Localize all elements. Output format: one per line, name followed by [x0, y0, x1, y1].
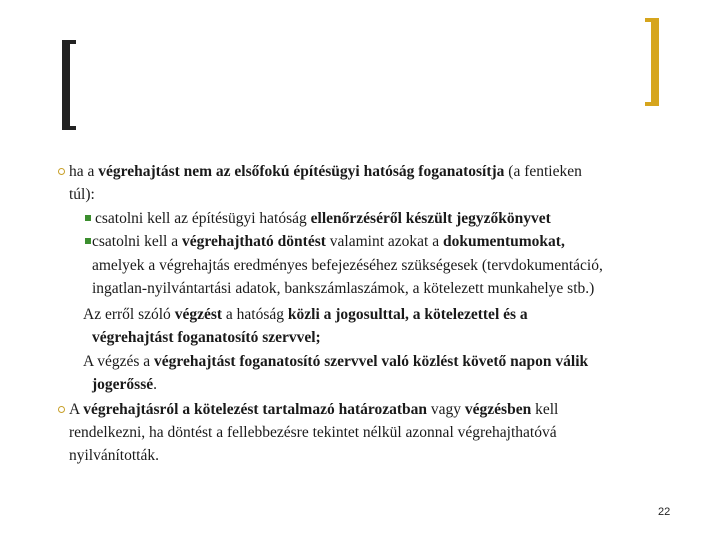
circle-bullet-icon [58, 406, 65, 413]
paragraph-4-line-3: nyilvánították. [69, 447, 159, 464]
right-bracket-stem [651, 18, 659, 106]
square-bullet-icon [85, 238, 91, 244]
paragraph-3-line-1: A végzés a végrehajtást foganatosító szervvel való közlést követő napon válik [83, 353, 589, 370]
left-bracket-top [62, 40, 76, 44]
left-bracket-stem [62, 40, 70, 130]
paragraph-4-line-1: A végrehajtásról a kötelezést tartalmazó határozatban vagy végzésben kell [69, 401, 559, 418]
circle-bullet-icon [58, 168, 65, 175]
paragraph-2-line-1: Az erről szóló végzést a hatóság közli a jogosulttal, a kötelezettel és a [83, 306, 528, 323]
sub-bullet-1: csatolni kell az építésügyi hatóság ellenőrzéséről készült jegyzőkönyvet [95, 210, 551, 227]
left-bracket-bottom [62, 126, 76, 130]
sub-bullet-2-line-2: amelyek a végrehajtás eredményes befejezéséhez szükségesek (tervdokumentáció, [92, 257, 603, 274]
right-bracket-bottom [645, 102, 659, 106]
page-number: 22 [658, 506, 671, 518]
right-bracket-top [645, 18, 659, 22]
paragraph-3-line-2: jogerőssé. [92, 376, 157, 393]
square-bullet-icon [85, 215, 91, 221]
paragraph-1-line-1: ha a végrehajtást nem az elsőfokú építésügyi hatóság foganatosítja (a fentieken [69, 163, 582, 180]
paragraph-4-line-2: rendelkezni, ha döntést a fellebbezésre tekintet nélkül azonnal végrehajthatóvá [69, 424, 557, 441]
paragraph-1-line-2: túl): [69, 186, 95, 203]
paragraph-2-line-2: végrehajtást foganatosító szervvel; [92, 329, 321, 346]
sub-bullet-2-line-1: csatolni kell a végrehajtható döntést valamint azokat a dokumentumokat, [92, 233, 565, 250]
sub-bullet-2-line-3: ingatlan-nyilvántartási adatok, bankszámlaszámok, a kötelezett munkahelye stb.) [92, 280, 595, 297]
